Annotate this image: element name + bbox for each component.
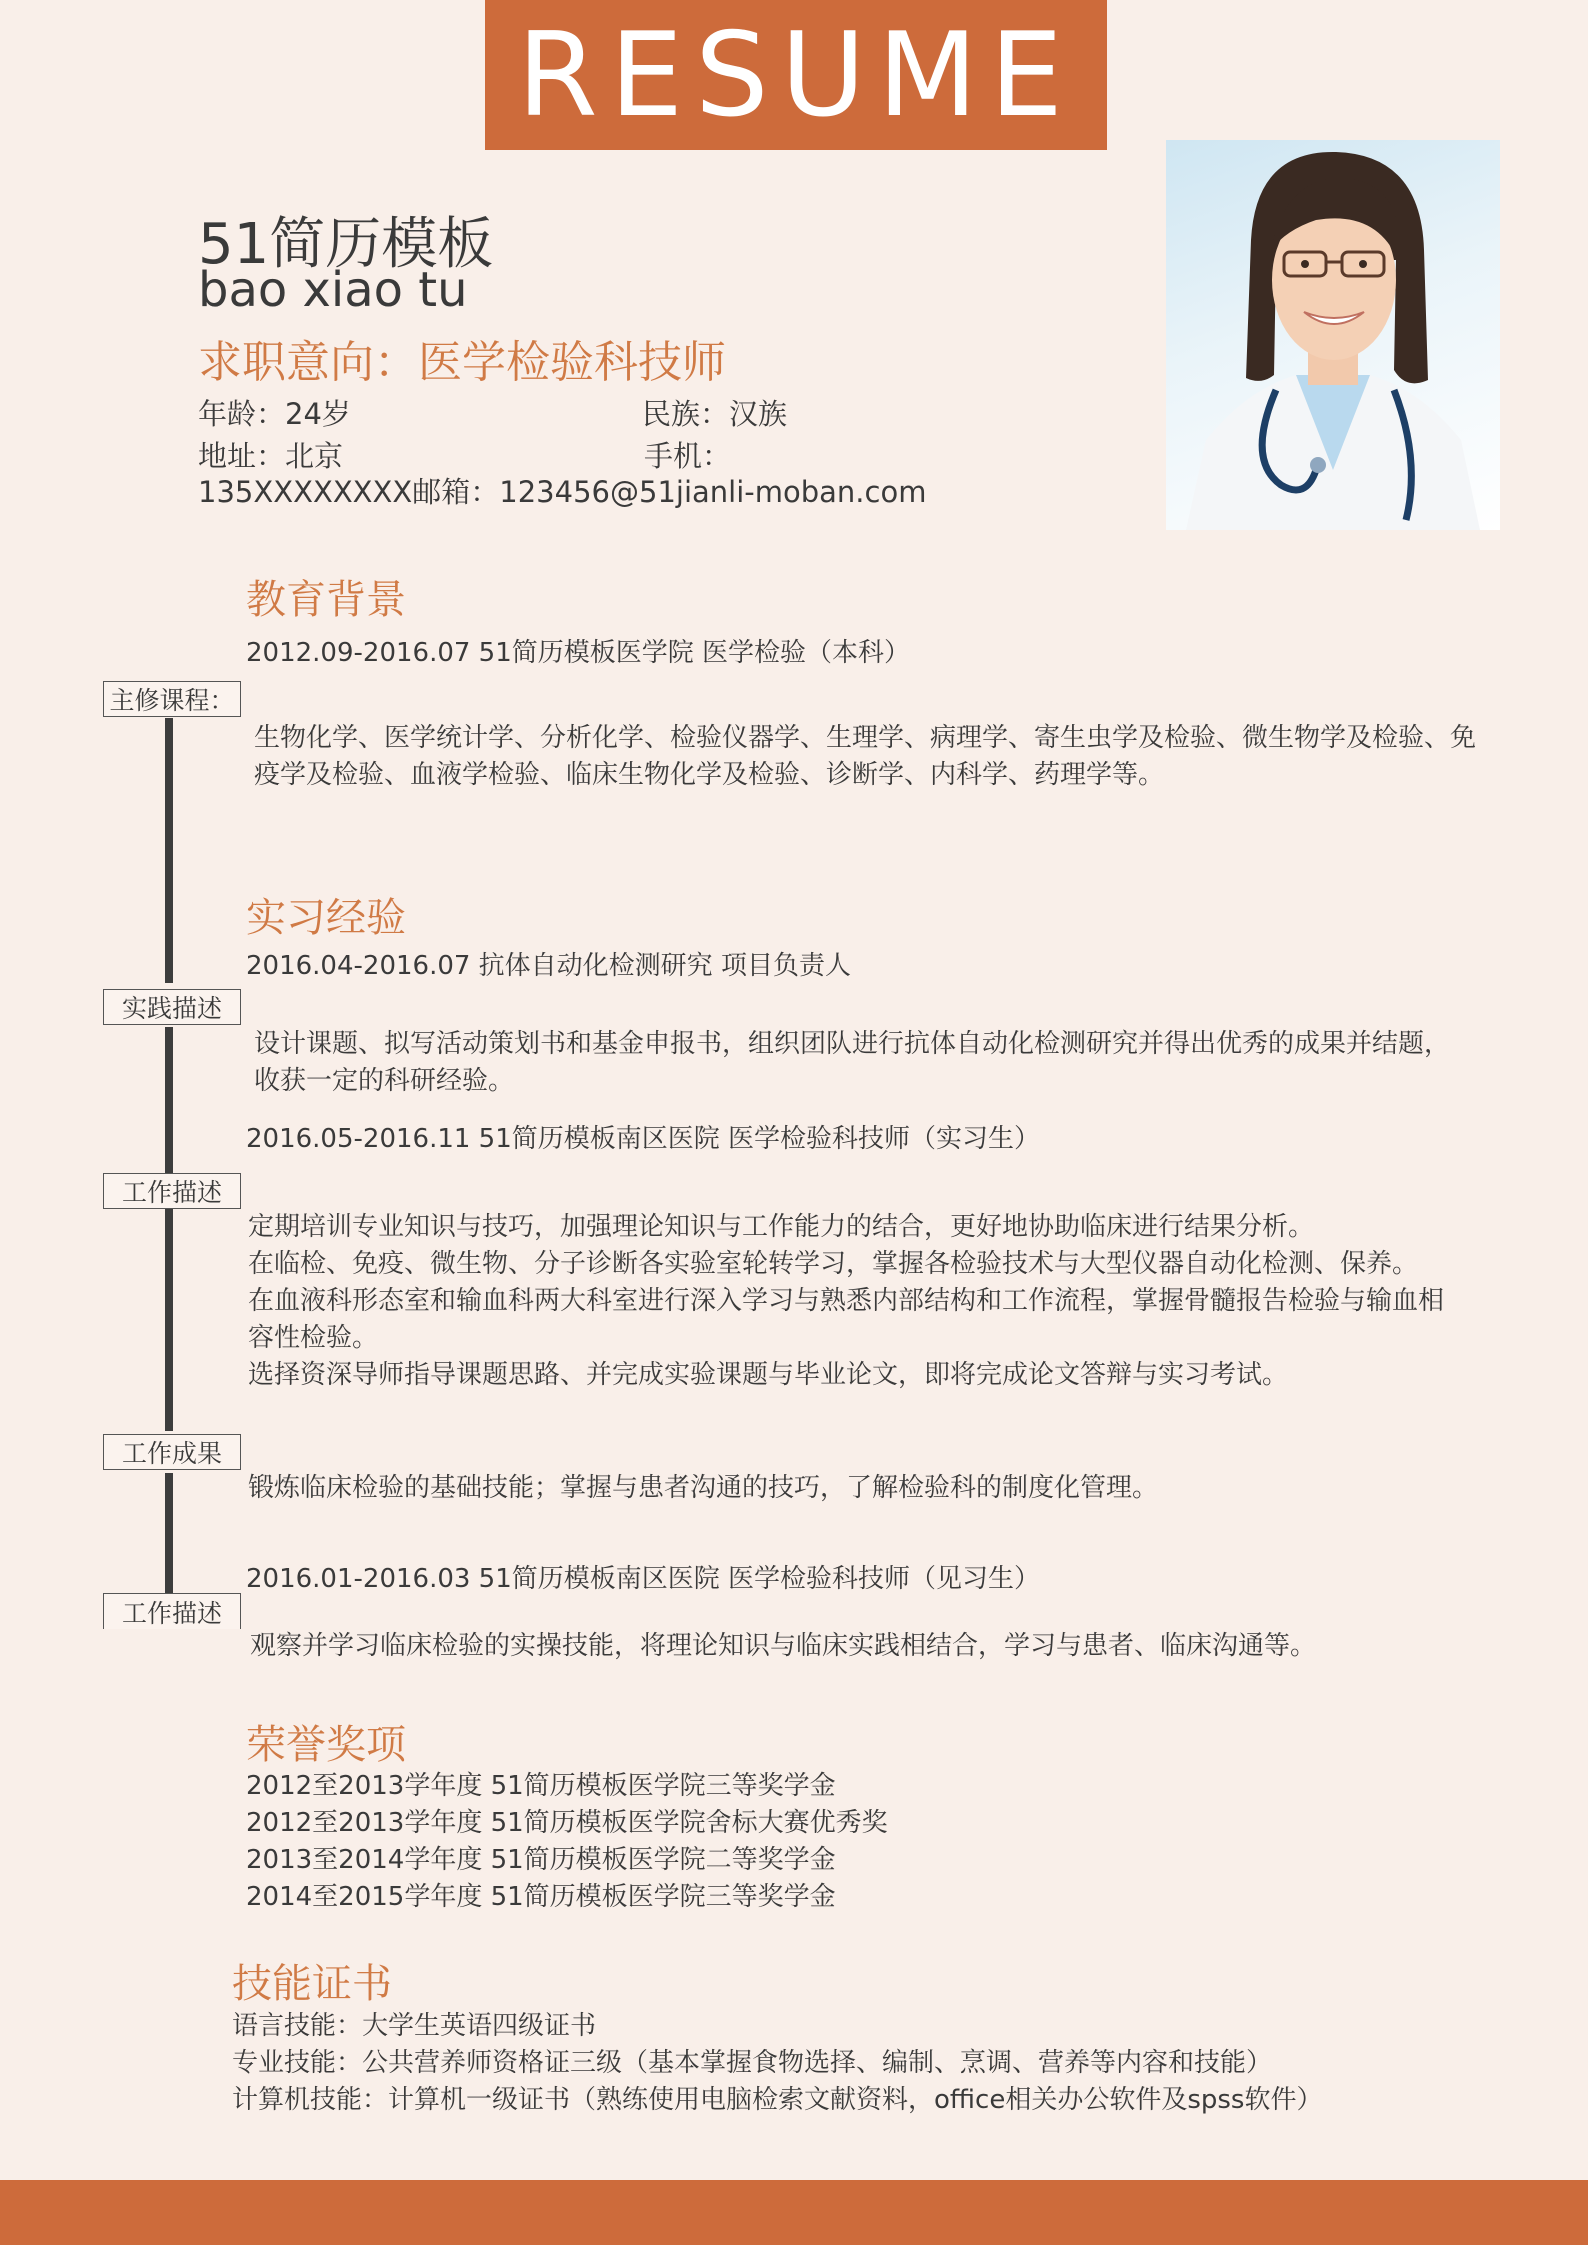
- timeline-bar: [165, 1473, 173, 1593]
- education-courses: 生物化学、医学统计学、分析化学、检验仪器学、生理学、病理学、寄生虫学及检验、微生物学及检验、免疫学及检验、血液学检验、临床生物化学及检验、诊断学、内科学、药理学等。: [254, 723, 1477, 790]
- tag-work-desc: 工作描述: [103, 1173, 241, 1209]
- honor-item: 2012至2013学年度 51简历模板医学院舍标大赛优秀奖: [246, 1808, 888, 1838]
- internship-item1-line: 2016.04-2016.07 抗体自动化检测研究 项目负责人: [246, 951, 851, 981]
- tag-courses: 主修课程：: [103, 681, 241, 717]
- tag-practice: 实践描述: [103, 989, 241, 1025]
- timeline-bar: [165, 718, 173, 983]
- timeline-bar: [165, 1201, 173, 1431]
- education-line: 2012.09-2016.07 51简历模板医学院 医学检验（本科）: [246, 638, 911, 668]
- section-title-honors: 荣誉奖项: [246, 1722, 406, 1768]
- info-phone: 手机：: [644, 439, 732, 473]
- honors-list: [246, 1768, 888, 1916]
- internship-item2-result: 锻炼临床检验的基础技能；掌握与患者沟通的技巧，了解检验科的制度化管理。: [248, 1473, 1159, 1503]
- honor-item: 2013至2014学年度 51简历模板医学院二等奖学金: [246, 1845, 836, 1875]
- info-contact: 135XXXXXXXX邮箱：123456@51jianli-moban.com: [198, 475, 927, 509]
- resume-banner: RESUME: [485, 0, 1107, 150]
- section-title-internship: 实习经验: [246, 895, 406, 941]
- work-desc-line: 选择资深导师指导课题思路、并完成实验课题与毕业论文，即将完成论文答辩与实习考试。: [248, 1360, 1289, 1390]
- info-age: 年龄：24岁: [198, 397, 351, 431]
- honor-item: 2014至2015学年度 51简历模板医学院三等奖学金: [246, 1882, 836, 1912]
- work-desc-line: 定期培训专业知识与技巧，加强理论知识与工作能力的结合，更好地协助临床进行结果分析。: [248, 1212, 1315, 1242]
- section-title-education: 教育背景: [246, 577, 406, 623]
- info-address: 地址：北京: [198, 439, 344, 473]
- tag-work-result: 工作成果: [103, 1434, 241, 1470]
- section-title-skills: 技能证书: [232, 1961, 392, 2007]
- work-desc-line: 在血液科形态室和输血科两大科室进行深入学习与熟悉内部结构和工作流程，掌握骨髓报告检验与输血相容性检验。: [248, 1286, 1445, 1353]
- internship-item3-line: 2016.01-2016.03 51简历模板南区医院 医学检验科技师（见习生）: [246, 1564, 1041, 1594]
- internship-item3-desc: 观察并学习临床检验的实操技能，将理论知识与临床实践相结合，学习与患者、临床沟通等。: [250, 1631, 1317, 1661]
- timeline-bar: [165, 1027, 173, 1173]
- work-desc-line: 在临检、免疫、微生物、分子诊断各实验室轮转学习，掌握各检验技术与大型仪器自动化检测、保养。: [248, 1249, 1419, 1279]
- skill-item: 语言技能：大学生英语四级证书: [232, 2011, 597, 2041]
- internship-item2-line: 2016.05-2016.11 51简历模板南区医院 医学检验科技师（实习生）: [246, 1124, 1041, 1154]
- honor-item: 2012至2013学年度 51简历模板医学院三等奖学金: [246, 1771, 836, 1801]
- job-objective: 求职意向：医学检验科技师: [198, 337, 726, 388]
- candidate-name: 51简历模板: [198, 212, 494, 277]
- skill-item: 专业技能：公共营养师资格证三级（基本掌握食物选择、编制、烹调、营养等内容和技能）: [232, 2048, 1273, 2078]
- doctor-portrait-icon: [1166, 140, 1500, 530]
- info-ethnicity: 民族：汉族: [642, 397, 788, 431]
- candidate-pinyin: bao xiao tu: [198, 262, 468, 318]
- footer-bar: [0, 2180, 1588, 2245]
- tag-work-desc-2: 工作描述: [103, 1593, 241, 1629]
- skills-list: [232, 2008, 1322, 2119]
- profile-photo: [1166, 140, 1500, 530]
- internship-item1-desc: 设计课题、拟写活动策划书和基金申报书，组织团队进行抗体自动化检测研究并得出优秀的成果并结题，收获一定的科研经验。: [254, 1029, 1451, 1096]
- internship-item2-desc: [248, 1209, 1468, 1394]
- skill-item: 计算机技能：计算机一级证书（熟练使用电脑检索文献资料，office相关办公软件及spss软件）: [232, 2085, 1323, 2115]
